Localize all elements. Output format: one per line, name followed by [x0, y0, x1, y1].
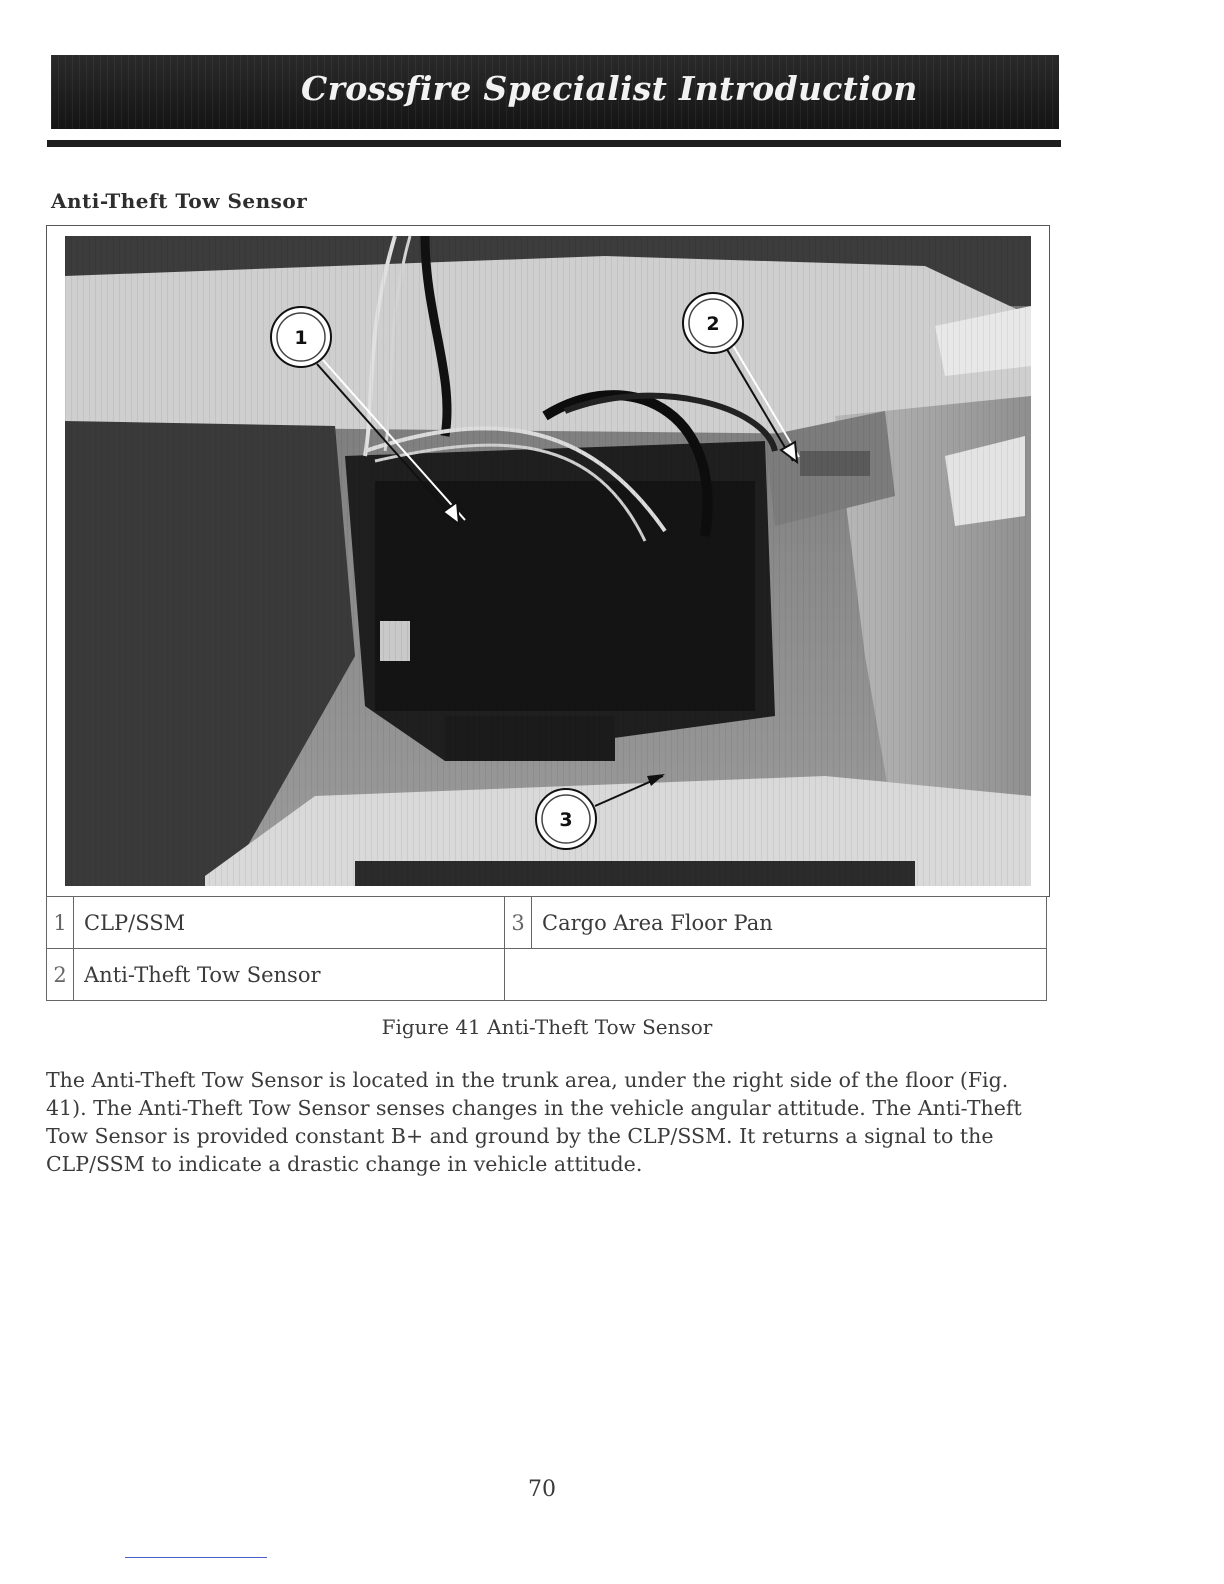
- body-paragraph: The Anti-Theft Tow Sensor is located in the trunk area, under the right side of the floor (Fig. 41). The Anti-Theft Tow Sensor senses changes in the vehicle angular attitude. The Anti-Theft Tow Sensor is provided constant B+ and ground by the CLP/SSM. It returns a signal to the CLP/SSM to indicate a drastic change in vehicle attitude.: [46, 1068, 1022, 1176]
- callout-1: [271, 307, 331, 367]
- page-header-title: Crossfire Specialist Introduction: [301, 69, 918, 108]
- callout-3: [536, 789, 596, 849]
- legend-label: Cargo Area Floor Pan: [532, 897, 1047, 949]
- legend-empty-cell: [505, 949, 1047, 1001]
- legend-label: Anti-Theft Tow Sensor: [74, 949, 505, 1001]
- section-heading: Anti-Theft Tow Sensor: [51, 189, 308, 213]
- figure-photo: [65, 236, 1031, 886]
- figure-legend-table: [46, 896, 1047, 1001]
- callout-2: [683, 293, 743, 353]
- legend-label: CLP/SSM: [74, 897, 505, 949]
- callout-3-label: 3: [559, 809, 573, 831]
- legend-number: 3: [505, 897, 532, 949]
- footer-line: [125, 1557, 267, 1558]
- header-rule: [47, 140, 1061, 147]
- legend-number: 1: [47, 897, 74, 949]
- legend-number: 2: [47, 949, 74, 1001]
- legend-row: [47, 949, 1047, 1001]
- callout-2-label: 2: [706, 313, 720, 335]
- figure-caption: Figure 41 Anti-Theft Tow Sensor: [381, 1015, 713, 1039]
- header-banner: [51, 55, 1059, 129]
- callout-1-label: 1: [294, 327, 308, 349]
- page-number: 70: [528, 1477, 556, 1502]
- legend-row: [47, 897, 1047, 949]
